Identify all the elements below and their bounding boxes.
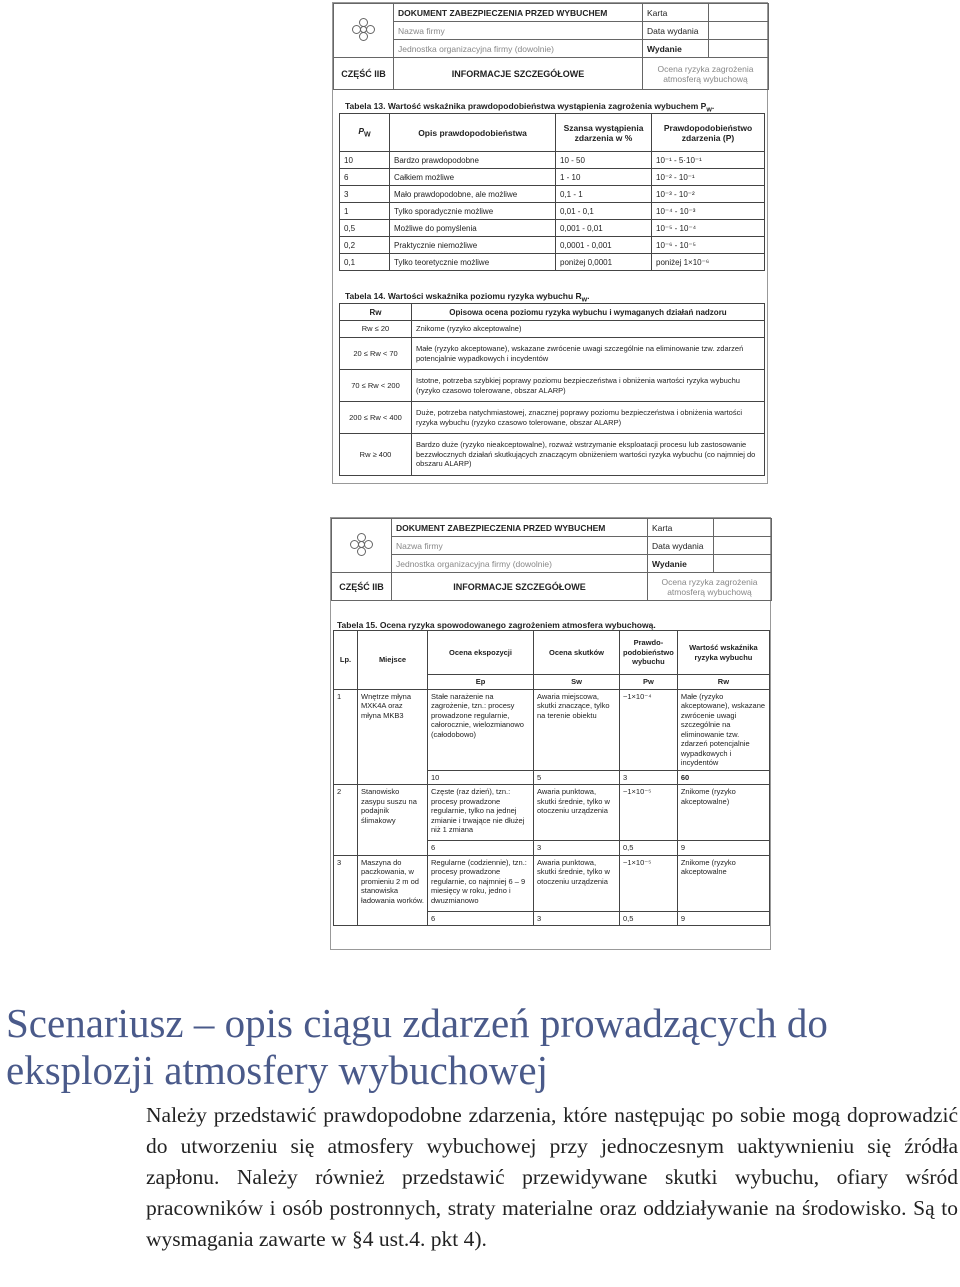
table-row: 2 Stanowisko zasypu suszu na podajnik ślimakowy Częste (raz dzień), tzn.: procesy prowadzone regularnie, tylko na jednej zmianie i trwające nie dłużej niż 1 zmiana Awaria punktowa, skutki średnie, tylko w otoczeniu urządzenia ~1×10⁻⁵ Znikome (ryzyko akceptowalne): [334, 785, 770, 841]
table-row: 0,2 Praktycznie niemożliwe 0,0001 - 0,001 10⁻⁶ - 10⁻⁵: [340, 237, 765, 254]
part-label: CZĘŚĆ IIB: [334, 58, 394, 90]
document-header: [331, 518, 772, 601]
t15-header-exposure: Ocena ekspozycji: [428, 631, 534, 675]
table13-caption: Tabela 13. Wartość wskaźnika prawdopodobieństwa wystąpienia zagrożenia wybuchem $P_w$.: [345, 101, 715, 114]
table14-caption: Tabela 14. Wartości wskaźnika poziomu ryzyka wybuchu $R_w$.: [345, 291, 590, 304]
t14-header-rw: Rw: [340, 304, 412, 321]
section-subtitle: Ocena ryzyka zagrożenia atmosferą wybuchową: [643, 58, 769, 90]
risk-assessment-table: Lp. Miejsce Ocena ekspozycji Ocena skutków Prawdo-podobieństwo wybuchu Wartość wskaźnika ryzyka wybuchu Ep Sw Pw Rw 1 Wnętrze młyna MXK4A oraz młyna MKB3 Stałe narażenie na zagrożenie, tzn.: procesy prowadzone regularnie, całorocznie, wielozmianowo (całodobowo) Awaria miejscowa, skutki znaczące, tylko na terenie obiektu ~1×10⁻⁴ Małe (ryzyko akceptowane), wskazane zwrócenie uwagi szczególnie na eliminowanie tzw. zdarzeń potencjalnie wypadkowych i incydentów 10 5 3 60 2 Stanowisko zasypu suszu na podajnik ślimakowy Częste (raz dzień), tzn.: procesy prowadzone regularnie, tylko na jednej zmianie i trwające nie dłużej niż 1 zmiana Awaria punktowa, skutki średnie, tylko w otoczeniu urządzenia ~1×10⁻⁵ Znikome (ryzyko akceptowalne) 6 3 0,5 9 3 Maszyna do paczkowania, w promieniu 2 m od stanowiska ładowania worków. Regularne (codziennie), tzn.: procesy prowadzone regularnie, co najmniej 6 – 9 miesięcy w roku, jedno i dwuzmianowo Awaria punktowa, skutki średnie, tylko w otoczeniu urządzenia ~1×10⁻⁵ Znikome (ryzyko akceptowalne 6 3 0,5 9: [333, 630, 770, 926]
table-row: 70 ≤ Rw < 200 Istotne, potrzeba szybkiej poprawy poziomu bezpieczeństwa i obniżenia wartości ryzyka wybuchu (ryzyko czasowo tolerowane, obszar ALARP): [340, 370, 765, 402]
company-logo: [332, 519, 392, 573]
table-row: 0,1 Tylko teoretycznie możliwe poniżej 0,0001 poniżej 1×10⁻⁶: [340, 254, 765, 271]
organizational-unit: Jednostka organizacyjna firmy (dowolnie): [392, 555, 648, 573]
table-row: 20 ≤ Rw < 70 Małe (ryzyko akceptowane), wskazane zwrócenie uwagi szczególnie na eliminowanie tzw. zdarzeń potencjalnie wypadkowych i incydentów: [340, 338, 765, 370]
t15-header-risk: Wartość wskaźnika ryzyka wybuchu: [677, 631, 769, 675]
t15-header-effects: Ocena skutków: [534, 631, 620, 675]
issue-date-value: [709, 22, 769, 40]
table-row: 10 Bardzo prawdopodobne 10 - 50 10⁻¹ - 5·10⁻¹: [340, 152, 765, 169]
company-name: Nazwa firmy: [392, 537, 648, 555]
table-row: 6 Całkiem możliwe 1 - 10 10⁻² - 10⁻¹: [340, 169, 765, 186]
karta-label: Karta: [643, 4, 709, 22]
company-name: Nazwa firmy: [394, 22, 643, 40]
table-row: 1 Tylko sporadycznie możliwe 0,01 - 0,1 10⁻⁴ - 10⁻³: [340, 203, 765, 220]
t13-header-desc: Opis prawdopodobieństwa: [390, 114, 556, 152]
risk-level-table: [339, 303, 765, 476]
table-row: 10 5 3 60: [334, 770, 770, 785]
table-row: Rw ≤ 20 Znikome (ryzyko akceptowalne): [340, 321, 765, 338]
t15-header-probability: Prawdo-podobieństwo wybuchu: [620, 631, 678, 675]
t13-header-chance: Szansa wystąpienia zdarzenia w %: [556, 114, 652, 152]
table-row: 6 3 0,5 9: [334, 911, 770, 926]
flower-icon: [352, 18, 376, 42]
document-header: [333, 3, 769, 90]
document-title: DOKUMENT ZABEZPIECZENIA PRZED WYBUCHEM: [392, 519, 648, 537]
table15-caption: Tabela 15. Ocena ryzyka spowodowanego zagrożeniem atmosfera wybuchową.: [337, 620, 656, 630]
table-row: 3 Mało prawdopodobne, ale możliwe 0,1 - 1 10⁻³ - 10⁻²: [340, 186, 765, 203]
t15-header-lp: Lp.: [334, 631, 358, 690]
company-logo: [334, 4, 394, 58]
table-row: 1 Wnętrze młyna MXK4A oraz młyna MKB3 Stałe narażenie na zagrożenie, tzn.: procesy prowadzone regularnie, całorocznie, wielozmianowo (całodobowo) Awaria miejscowa, skutki znaczące, tylko na terenie obiektu ~1×10⁻⁴ Małe (ryzyko akceptowane), wskazane zwrócenie uwagi szczególnie na eliminowanie tzw. zdarzeń potencjalnie wypadkowych i incydentów: [334, 689, 770, 770]
part-label: CZĘŚĆ IIB: [332, 573, 392, 601]
edition-label: Wydanie: [643, 40, 709, 58]
organizational-unit: Jednostka organizacyjna firmy (dowolnie): [394, 40, 643, 58]
document-page-1: [332, 2, 768, 484]
edition-value: [709, 40, 769, 58]
section-subtitle: Ocena ryzyka zagrożenia atmosferą wybuchową: [648, 573, 772, 601]
body-paragraph: Należy przedstawić prawdopodobne zdarzenia, które następując po sobie mogą doprowadzić do utworzeniu się atmosfery wybuchowej przy jednoczesnym uaktywnieniu się źródła zapłonu. Należy również przedstawić przewidywane skutki wybuchu, ofiary wśród pracowników i osób postronnych, straty materialne oraz oddziaływanie na środowisko. Są to wysmagania zawarte w §4 ust.4. pkt 4).: [146, 1103, 958, 1251]
document-page-2: [330, 517, 771, 950]
table-row: Rw ≥ 400 Bardzo duże (ryzyko nieakceptowalne), rozważ wstrzymanie eksploatacji procesu lub zastosowanie bezzwłocznych działań skutkujących znaczącym obniżeniem wartości ryzyka wybuchu (co najmniej do obszaru ALARP): [340, 434, 765, 476]
issue-date-label: Data wydania: [643, 22, 709, 40]
t14-header-desc: Opisowa ocena poziomu ryzyka wybuchu i wymaganych działań nadzoru: [412, 304, 765, 321]
flower-icon: [350, 533, 374, 557]
karta-label: Karta: [648, 519, 714, 537]
probability-table: [339, 113, 765, 271]
karta-value: [714, 519, 772, 537]
table-row: 200 ≤ Rw < 400 Duże, potrzeba natychmiastowej, znacznej poprawy poziomu bezpieczeństwa i obniżenia wartości ryzyka wybuchu (ryzyko czasowo tolerowane, obszar ALARP): [340, 402, 765, 434]
table-row: 6 3 0,5 9: [334, 841, 770, 856]
t13-header-pw: $P_W$: [340, 114, 390, 152]
document-title: DOKUMENT ZABEZPIECZENIA PRZED WYBUCHEM: [394, 4, 643, 22]
issue-date-value: [714, 537, 772, 555]
section-label: INFORMACJE SZCZEGÓŁOWE: [394, 58, 643, 90]
edition-value: [714, 555, 772, 573]
section-label: INFORMACJE SZCZEGÓŁOWE: [392, 573, 648, 601]
table-row: 3 Maszyna do paczkowania, w promieniu 2 m od stanowiska ładowania worków. Regularne (codziennie), tzn.: procesy prowadzone regularnie, co najmniej 6 – 9 miesięcy w roku, jedno i dwuzmianowo Awaria punktowa, skutki średnie, tylko w otoczeniu urządzenia ~1×10⁻⁵ Znikome (ryzyko akceptowalne: [334, 855, 770, 911]
issue-date-label: Data wydania: [648, 537, 714, 555]
t15-header-place: Miejsce: [358, 631, 428, 690]
table-row: 0,5 Możliwe do pomyślenia 0,001 - 0,01 10⁻⁵ - 10⁻⁴: [340, 220, 765, 237]
karta-value: [709, 4, 769, 22]
t13-header-prob: Prawdopodobieństwo zdarzenia (P): [652, 114, 765, 152]
edition-label: Wydanie: [648, 555, 714, 573]
section-heading: Scenariusz – opis ciągu zdarzeń prowadzących do eksplozji atmosfery wybuchowej: [6, 1000, 828, 1093]
